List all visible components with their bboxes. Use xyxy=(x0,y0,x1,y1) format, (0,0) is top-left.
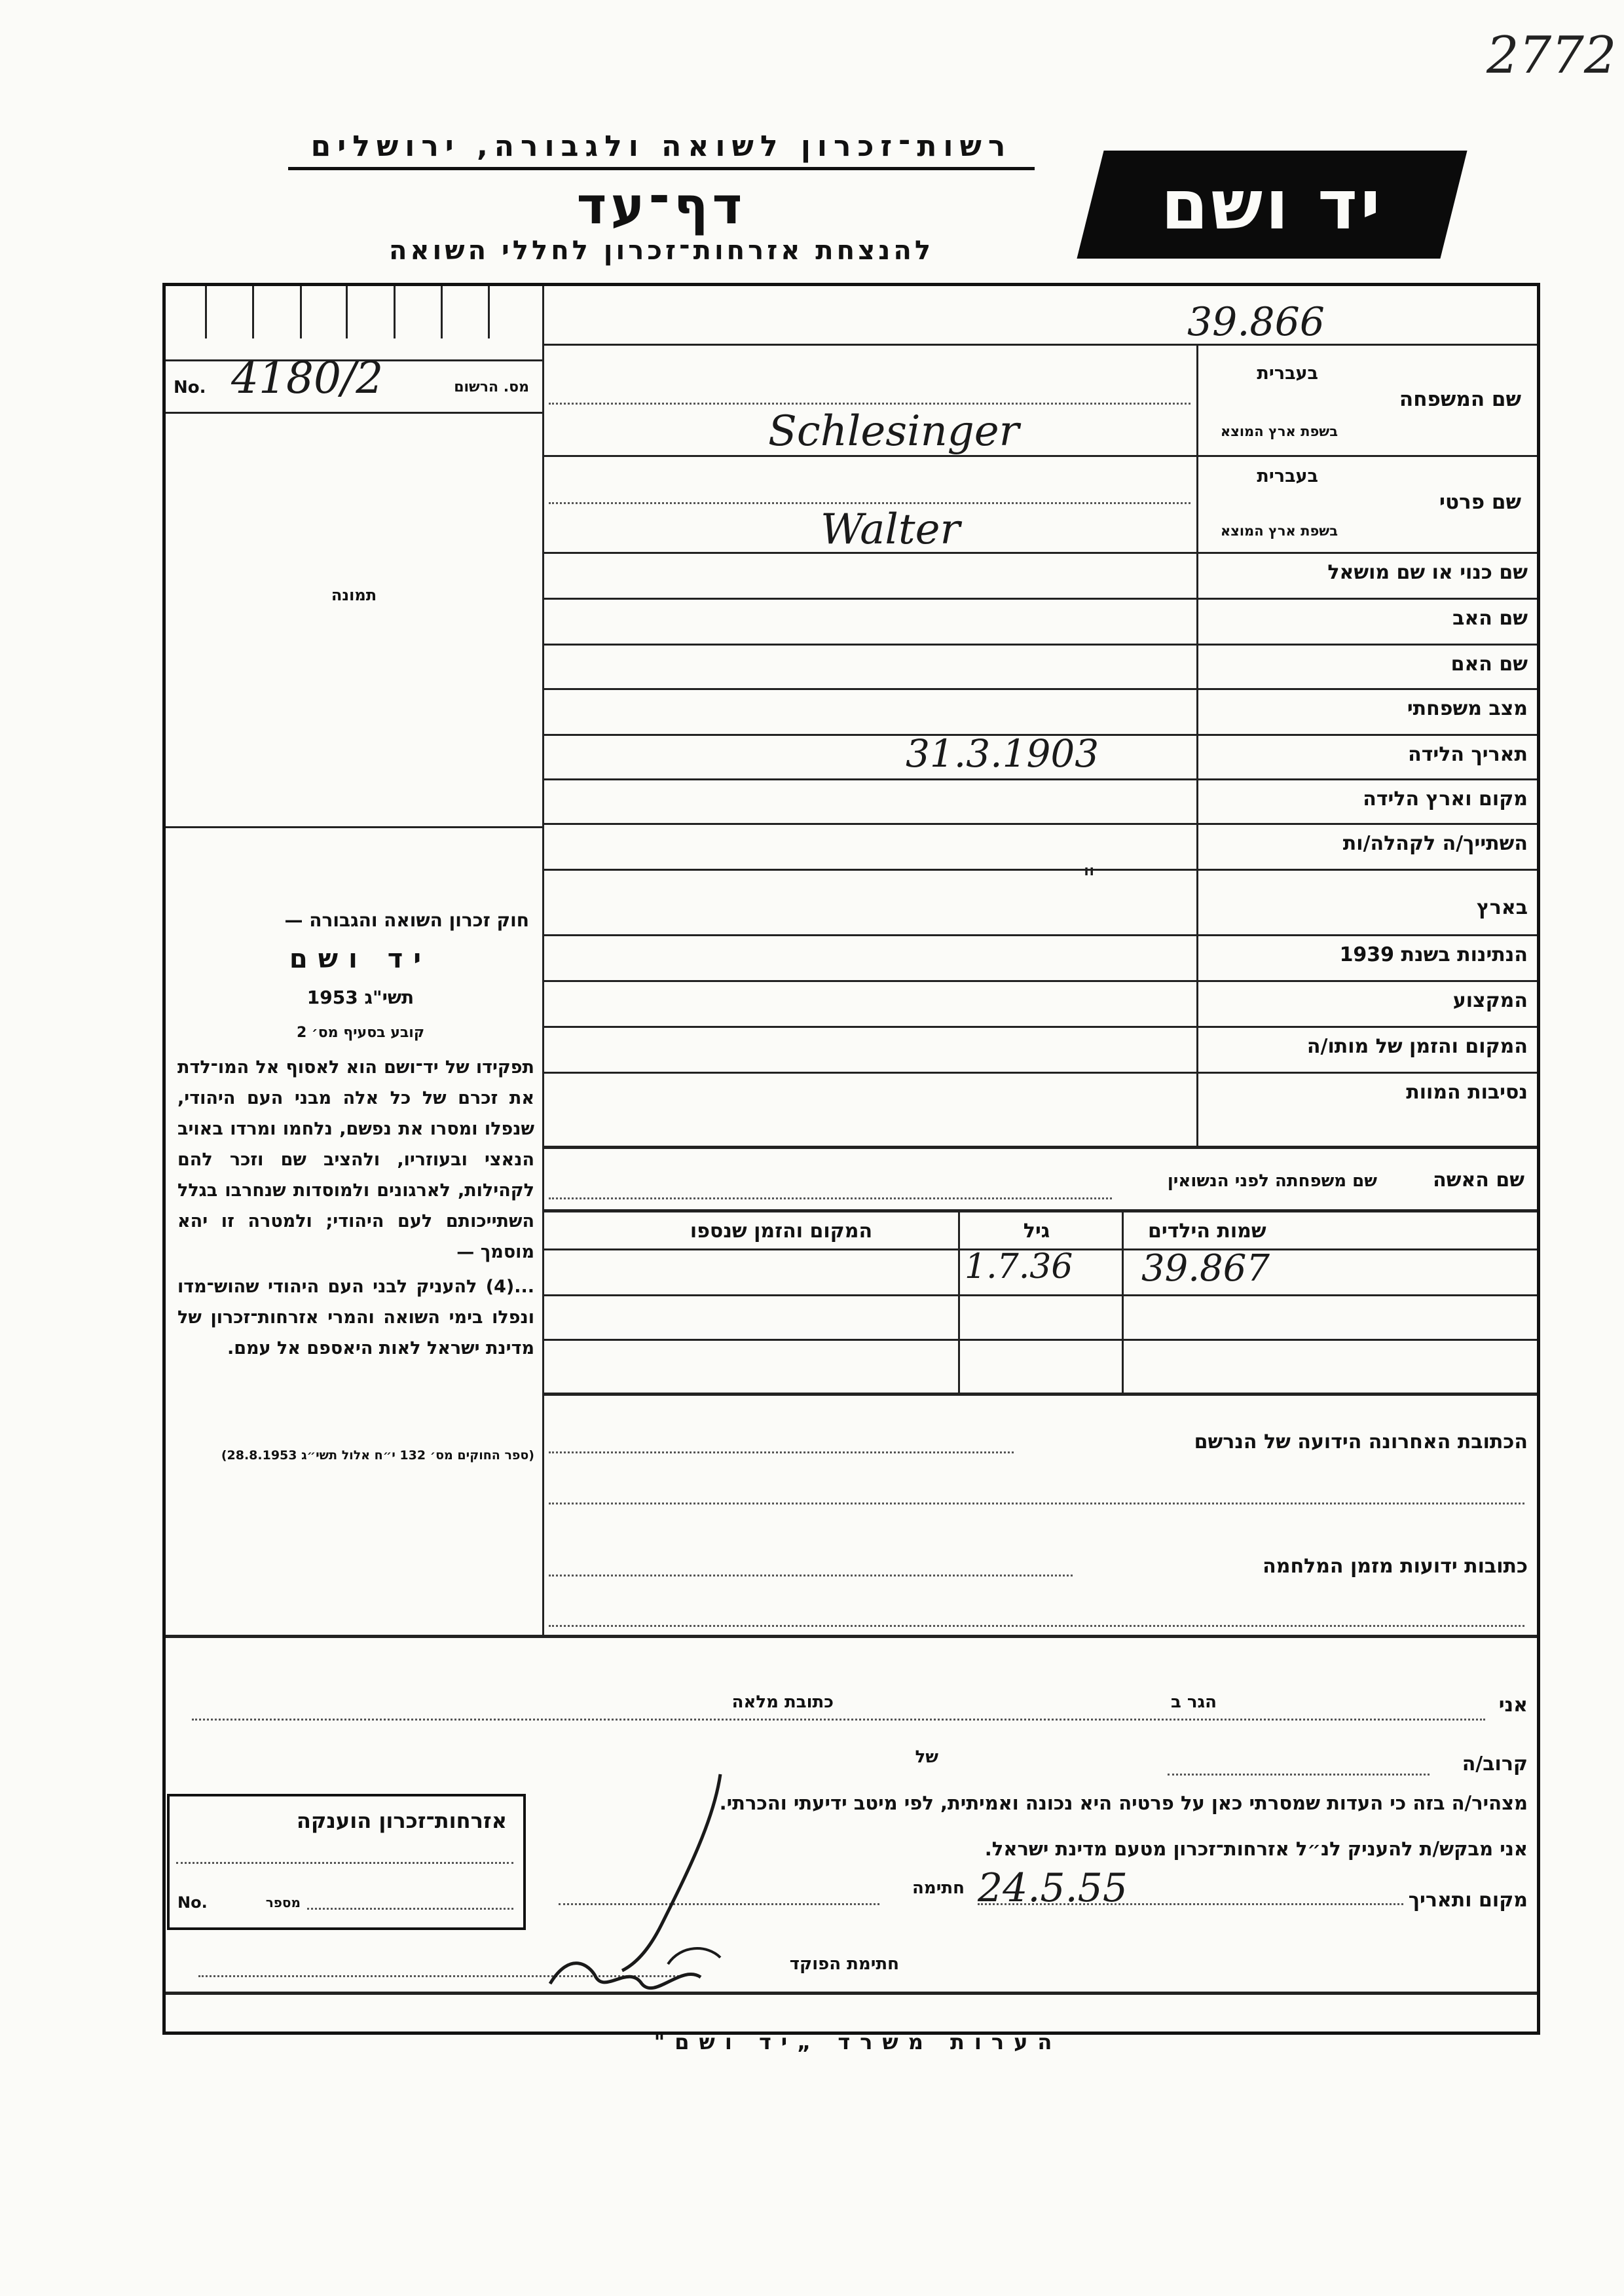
first-name-origin-label: בשפת ארץ המוצא xyxy=(1220,523,1338,539)
child-age-header: גיל xyxy=(1023,1220,1050,1243)
wife-name-label: שם האשה xyxy=(1433,1169,1524,1192)
entry-line xyxy=(307,1908,513,1910)
divider xyxy=(542,1209,1537,1212)
profession-label: המקצוע xyxy=(1452,989,1528,1012)
office-remarks-label: הערות משרד „יד ושם" xyxy=(654,2030,1062,2054)
entry-line xyxy=(549,1575,1073,1576)
signature-label: חתימה xyxy=(912,1878,965,1898)
photo-label: תמונה xyxy=(331,586,377,604)
war-address-label: כתובות ידועות מזמן המלחמה xyxy=(1263,1555,1528,1578)
divider xyxy=(542,1072,1537,1074)
family-name-origin-label: בשפת ארץ המוצא xyxy=(1220,424,1338,439)
grid-tick xyxy=(441,286,443,338)
divider xyxy=(542,934,1537,936)
law-text-citizenship: ...(4) להעניק לבני העם היהודי שהוש־מדו ונפלו בימי השואה והמרי אזרחות־זכרון של מדינת ישראל לאות היאספם אל עמם. xyxy=(177,1277,534,1358)
child-age-value: 1.7.36 xyxy=(965,1247,1073,1286)
marital-status-label: מצב משפחתי xyxy=(1407,697,1528,720)
divider xyxy=(542,552,1537,554)
law-year: תשי"ג 1953 xyxy=(306,987,415,1008)
sheet-number: 39.866 xyxy=(1187,299,1325,345)
birth-place-label: מקום וארץ הלידה xyxy=(1363,788,1528,811)
divider xyxy=(166,1992,1537,1995)
officer-signature-label: חתימת הפוקד xyxy=(789,1954,899,1974)
signature-scribble xyxy=(524,1768,799,2016)
child-place-header: המקום והזמן שנספו xyxy=(690,1220,873,1243)
alias-label: שם כנוי או שם מושאל xyxy=(1327,561,1528,584)
archive-number: 2772 xyxy=(1486,26,1617,85)
family-name-label: שם המשפחה xyxy=(1399,388,1521,411)
stamp-number-label: מספר xyxy=(265,1895,301,1910)
family-name-hebrew-label: בעברית xyxy=(1257,363,1318,384)
divider xyxy=(542,1393,1537,1396)
community-label: השתייך/ה לקהלה/ות xyxy=(1342,832,1528,855)
divider xyxy=(542,778,1537,780)
divider xyxy=(542,980,1537,982)
citizenship-granted-box xyxy=(167,1794,526,1930)
law-name: יד ושם xyxy=(289,944,432,974)
divider xyxy=(542,1026,1537,1028)
form-subtitle: להנצחת אזרחות־זכרון לחללי השואה xyxy=(388,236,934,266)
last-address-label: הכתובת האחרונה הידועה של הנרשם xyxy=(1194,1430,1528,1453)
mother-name-label: שם האם xyxy=(1450,653,1528,676)
of-label: של xyxy=(915,1747,938,1767)
citizenship-granted-title: אזרחות־זכרון הוענקה xyxy=(296,1808,507,1833)
death-cause-label: נסיבות המוות xyxy=(1406,1081,1528,1104)
grid-tick xyxy=(394,286,396,338)
declaration-text: מצהיר/ה בזה כי העדות שמסרתי כאן על פרטיה היא נכונה ואמיתית, לפי מיטב ידיעתי והכרתי. xyxy=(719,1792,1528,1814)
law-section: קובע בסעיף מס׳ 2 xyxy=(296,1025,425,1041)
grid-tick xyxy=(205,286,207,338)
child-name-value: 39.867 xyxy=(1141,1247,1270,1290)
authority-name: רשות־זכרון לשואה ולגבורה, ירושלים xyxy=(288,130,1035,170)
declarant-label: אני xyxy=(1498,1694,1528,1717)
divider xyxy=(166,826,542,828)
grid-tick xyxy=(346,286,348,338)
registration-no-prefix: No. xyxy=(174,378,206,397)
country-label: בארץ xyxy=(1476,896,1528,919)
first-name-label: שם פרטי xyxy=(1439,490,1521,514)
community-ditto: " xyxy=(1082,862,1096,896)
form-title: דף־עד xyxy=(576,177,747,236)
divider xyxy=(166,412,542,414)
entry-line xyxy=(192,1719,1485,1721)
registration-label: מס. הרשום xyxy=(454,379,529,395)
birth-date-value: 31.3.1903 xyxy=(906,731,1099,776)
father-name-label: שם האב xyxy=(1452,607,1528,630)
stamp-no-prefix: No. xyxy=(177,1893,208,1912)
resides-label: הגר ב xyxy=(1170,1692,1217,1712)
family-name-origin-value: Schlesinger xyxy=(768,407,1020,456)
entry-line xyxy=(1168,1774,1430,1776)
entry-line xyxy=(549,1197,1112,1199)
entry-line xyxy=(549,403,1190,405)
grid-tick xyxy=(488,286,490,338)
column-divider xyxy=(542,286,544,1635)
entry-line xyxy=(549,1503,1524,1504)
table-column-divider xyxy=(1122,1209,1124,1393)
entry-line xyxy=(176,1862,513,1864)
table-column-divider xyxy=(958,1209,960,1393)
declaration-date: 24.5.55 xyxy=(978,1865,1128,1911)
entry-line xyxy=(549,502,1190,504)
request-text: אני מבקש/ת להעניק לנ״ל אזרחות־זכרון מטעם מדינת ישראל. xyxy=(984,1838,1528,1860)
divider xyxy=(166,1635,1537,1638)
relative-label: קרוב/ה xyxy=(1462,1753,1528,1776)
divider xyxy=(542,598,1537,600)
children-names-header: שמות הילדים xyxy=(1148,1220,1266,1243)
divider xyxy=(542,823,1537,825)
law-text-mission: תפקידו של יד־ושם הוא לאסוף אל המו־לדת את זכרם של כל אלה מבני העם היהודי, שנפלו ומסרו את נפשם, נלחמו ומרדו באויב הנאצי ובעוזריו, ולהציב שם וזכר להם לקהילות, לארגונים ולמוסדות שנחרבו בגלל השתייכותם לעם היהודי; ולמטרה זו יהא מוסמך — xyxy=(177,1057,534,1262)
table-row-line xyxy=(542,1294,1537,1296)
grid-tick xyxy=(300,286,302,338)
table-row-line xyxy=(542,1339,1537,1341)
citizenship-label: הנתינות בשנת 1939 xyxy=(1339,943,1528,966)
yad-vashem-logo xyxy=(1077,151,1467,259)
law-title: חוק זכרון השואה והגבורה — xyxy=(284,909,529,931)
law-source: (ספר החוקים מס׳ 132 י״ח אלול תשי״ג 28.8.1953) xyxy=(221,1448,534,1463)
divider xyxy=(542,869,1537,871)
first-name-origin-value: Walter xyxy=(821,505,961,554)
divider xyxy=(542,1146,1537,1149)
death-place-label: המקום והזמן של מותו/ה xyxy=(1306,1035,1528,1058)
divider xyxy=(542,688,1537,690)
entry-line xyxy=(978,1903,1403,1905)
birth-date-label: תאריך הלידה xyxy=(1408,743,1528,766)
divider xyxy=(542,344,1537,346)
registration-number: 4180/2 xyxy=(231,353,384,403)
full-address-label: כתובת מלאה xyxy=(731,1692,834,1712)
maiden-name-label: שם משפחתה לפני הנשואין xyxy=(1167,1171,1377,1191)
divider xyxy=(542,455,1537,457)
entry-line xyxy=(549,1451,1014,1453)
grid-tick xyxy=(252,286,254,338)
testimony-form xyxy=(162,283,1540,2035)
divider xyxy=(542,644,1537,646)
entry-line xyxy=(549,1625,1524,1627)
logo-text: יד ושם xyxy=(1161,164,1383,245)
first-name-hebrew-label: בעברית xyxy=(1257,466,1318,486)
place-date-label: מקום ותאריך xyxy=(1408,1889,1528,1912)
